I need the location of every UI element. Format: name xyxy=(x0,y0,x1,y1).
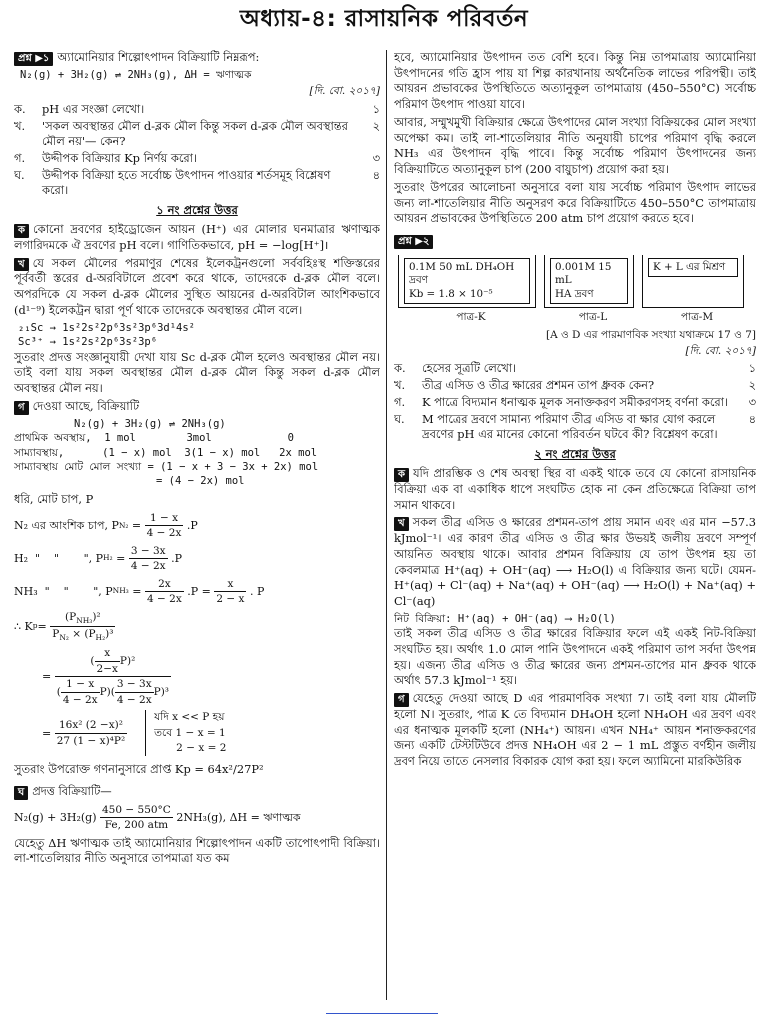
answer-gha-intro: ঘ প্রদত্ত বিক্রিয়াটি— xyxy=(14,784,380,800)
kp-result: সুতরাং উপরোক্ত গণনানুসারে প্রাপ্ত Kp = 64x²/27P² xyxy=(14,762,264,777)
vessel-k: 0.1M 50 mL DH₄OH দ্রবণ Kb = 1.8 × 10⁻⁵ xyxy=(398,255,536,308)
question-part: খ. 'সকল অবস্থান্তর মৌল d-ব্লক মৌল কিন্তু সকল d-ব্লক মৌল অবস্থান্তর মৌল নয়'— কেন? ২ xyxy=(14,118,380,149)
answer-ga-intro: গ দেওয়া আছে, বিক্রিয়াটি xyxy=(14,399,380,415)
reaction-equation: N₂(g) + 3H₂(g) ⇌ 2NH₃(g), ΔH = ঋণাত্মক xyxy=(20,68,252,81)
right-column xyxy=(394,50,756,1006)
vessel-labels: পাত্র-K পাত্র-L পাত্র-M xyxy=(456,311,714,323)
question-badge: প্রশ্ন ▶২ xyxy=(394,235,433,249)
answer2-ga: গ যেহেতু দেওয়া আছে D এর পারমাণবিক সংখ্যা 7। তাই বলা যায় মৌলটি হলো N। সুতরাং, পাত্র K তে বিদ্যমান DH₄OH হলো NH₄OH এর দ্রবণ এবং এর ধনাত্মক মূলকটি হলো (NH₄⁺) আয়ন। এখন NH₄⁺ আয়ন শনাক্তকরণের জন্য একটি টেস্টটিউবে প্রদত্ত NH₄OH এর 2 − 1 mL প্রস্তুত বর্ণহীন জলীয় দ্রবণ নিয়ে তাতে নেসলার বিকারক যোগ করা হয়। ফলে অ্যামিনো মারকিউরিক xyxy=(394,691,756,769)
question-parts xyxy=(14,102,380,199)
answer2-kha: খ সকল তীব্র এসিড ও ক্ষারের প্রশমন-তাপ প্রায় সমান এবং এর মান −57.3 kJmol⁻¹। এর কারণ তীব্র এসিড ও তীব্র ক্ষার উভয়ই জলীয় দ্রবণে সম্পূর্ণ আয়নিত অবস্থায় থাকে। আবার প্রশমন বিক্রিয়ায় যে তাপ উৎপন্ন হয় তা কেবলমাত্র H⁺(aq) + OH⁻(aq) ⟶ H₂O(l) এ বিক্রিয়ার জন্য ঘটে। যেমন- H⁺(aq) + Cl⁻(aq) + Na⁺(aq) + OH⁻(aq) ⟶ H₂O(l) + Na⁺(aq) + Cl⁻(aq) xyxy=(394,515,756,608)
question-part: ঘ. M পাত্রের দ্রবণে সামান্য পরিমাণ তীব্র এসিড বা ক্ষার যোগ করলে দ্রবণের pH এর মানের কোনো পরিবর্তন ঘটবে কী? বিশ্লেষণ করো। ৪ xyxy=(394,411,756,442)
answer-kha: খ যে সকল মৌলের পরমাণুর শেষের ইলেকট্রনগুলো সর্ববহিঃস্থ শক্তিস্তরের পূর্ববর্তী স্তরের d-অরবিটালে প্রবেশ করে থাকে, তাদেরকে d-ব্লক মৌল বলে। অপরদিকে যে সকল d-ব্লক মৌলের সুস্থিত আয়নের d-অরবিটাল আংশিকভাবে (d¹⁻⁹) ইলেকট্রন দ্বারা পূর্ণ থাকে তাদেরকে অবস্থান্তর মৌল বলে। xyxy=(14,255,380,317)
question-2-parts xyxy=(394,361,756,443)
ga-total-moles: সাম্যাবস্থায় মোট মোল সংখ্যা = (1 − x + 3 − 3x + 2x) mol xyxy=(14,460,319,473)
gha-equation: N₂(g) + 3H₂(g) $\frac{450 - 550^\circ C}{\text{Fe, 200 atm}}$ 2NH₃(g), ΔH = ঋণাত্মক xyxy=(14,803,301,832)
answer2-ka: ক যদি প্রারম্ভিক ও শেষ অবস্থা স্থির বা একই থাকে তবে যে কোনো রাসায়নিক বিক্রিয়া এক বা একাধিক ধাপে সংঘটিত হোক না কেন প্রতিক্ষেত্রে বিক্রিয়া তাপ সমান থাকবে। xyxy=(394,465,756,512)
answer2-kha-conclusion: তাই সকল তীব্র এসিড ও তীব্র ক্ষারের বিক্রিয়ার ফলে এই একই নিট-বিক্রিয়া সংঘটিত হয়। অর্থাৎ 1.0 মোল পানি উৎপাদনে একই পরিমাণ তাপ সর্বদা উৎপন্ন হয়। এজন্য তীব্র এসিড ও তীব্র ক্ষারের জন্য প্রশমন-তাপের মান ধ্রুবক থাকে অর্থাৎ 57.3 kJmol⁻¹ হয়। xyxy=(394,626,756,688)
kp-substituted: = ( $\frac{x}{2-x}$ P)² ( $\frac{1 - x}{4 - 2x}$ P)( $\frac{3 - 3x}{4 - 2x}$ P)³ xyxy=(42,647,169,706)
answer-ka: ক কোনো দ্রবণের হাইড্রোজেন আয়ন (H⁺) এর মোলার ঘনমাত্রার ঋণাত্মক লগারিদমকে ঐ দ্রবণের pH বলে। গাণিতিকভাবে, pH = −log[H⁺]। xyxy=(14,222,380,252)
column-divider xyxy=(386,50,387,1000)
ga-equilibrium-row: সাম্যাবস্থায়, (1 − x) mol 3(1 − x) mol 2x mol xyxy=(14,446,318,459)
question-part: খ. তীব্র এসিড ও তীব্র ক্ষারের প্রশমন তাপ ধ্রুবক কেন? ২ xyxy=(394,378,756,393)
ga-equation: N₂(g) + 3H₂(g) ⇌ 2NH₃(g) xyxy=(74,417,226,430)
vessel-m: K + L এর মিশ্রণ xyxy=(642,255,744,308)
vessel-l: 0.001M 15 mL HA দ্রবণ xyxy=(544,255,634,308)
question-part: ক. pH এর সংজ্ঞা লেখো। ১ xyxy=(14,101,380,116)
partial-pressure-nh3: NH₃ " " ", P NH₃ = $\frac{2x}{4 - 2x}$ .P = $\frac{x}{2 - x}$ . P xyxy=(14,577,265,606)
electron-config-sc3: Sc³⁺ → 1s²2s²2p⁶3s²3p⁶ xyxy=(18,336,158,349)
question-2-badge-row xyxy=(394,233,756,249)
ga-let-pressure: ধরি, মোট চাপ, P xyxy=(14,491,94,506)
partial-pressure-h2: H₂ " " ", P H₂ = $\frac{3 - 3x}{4 - 2x}$ .P xyxy=(14,544,182,573)
question-part: গ. উদ্দীপক বিক্রিয়ার Kp নির্ণয় করো। ৩ xyxy=(14,150,380,165)
partial-pressure-n2: N₂ এর আংশিক চাপ, P N₂ = $\frac{1 - x}{4 - 2x}$ .P xyxy=(14,511,198,540)
kp-simplified-block xyxy=(14,710,380,756)
gha-conclusion: সুতরাং উপরের আলোচনা অনুসারে বলা যায় সর্বোচ্চ পরিমাণ উৎপাদ লাভের জন্য লা-শাতেলিয়ার নীতি অনুসরণ করে বিক্রিয়াটিতে 450–550°C তাপমাত্রায় আয়রন প্রভাবকের উপস্থিতিতে 200 atm চাপ প্রয়োগ করতে হবে। xyxy=(394,179,756,226)
question-part: গ. K পাত্রে বিদ্যমান ধনাত্মক মূলক সনাক্তকরণ সমীকরণসহ বর্ণনা করো। ৩ xyxy=(394,394,756,409)
page-title: অধ্যায়-৪: রাসায়নিক পরিবর্তন xyxy=(239,6,529,32)
kp-simplified: = $\frac{\text{16x² (2 −x)²}}{\text{27 (1 − x)⁴P²}}$ xyxy=(42,719,126,747)
gha-pressure-paragraph: আবার, সম্মুখমুখী বিক্রিয়ার ক্ষেত্রে উৎপাদের মোল সংখ্যা বিক্রিয়কের মোল সংখ্যা অপেক্ষা কম। তাই লা-শাতেলিয়ার নীতি অনুযায়ী চাপের পরিমাণ বৃদ্ধি করলে NH₃ এর উৎপাদন বৃদ্ধি পাবে। কিন্তু সর্বোচ্চ পরিমাণ উৎপাদনের জন্য বিক্রিয়াটিতে অত্যানুকূল চাপ (200 বায়ুচাপ) প্রয়োগ করা হয়। xyxy=(394,114,756,177)
vessel-diagram xyxy=(398,255,756,308)
question-badge: প্রশ্ন ▶১ xyxy=(14,52,53,66)
gha-continuation: হবে, অ্যামোনিয়ার উৎপাদন তত বেশি হবে। কিন্তু নিম্ন তাপমাত্রায় অ্যামোনিয়া উৎপাদনের গতি হ্রাস পায় যা শিল্প কারখানায় অর্থনৈতিক লাভের পরিপন্থী। তাই আয়রন প্রভাবকের উপস্থিতিতে অত্যানুকূল তাপমাত্রায় (450–550°C) সর্বোচ্চ পরিমাণ উৎপাদ পাওয়া যাবে। xyxy=(394,50,756,112)
ga-total-moles-result: = (4 − 2x) mol xyxy=(156,475,245,488)
footer-line xyxy=(326,1013,438,1014)
answer-gha-text: যেহেতু ΔH ঋণাত্মক তাই অ্যামোনিয়ার শিল্পোৎপাদন একটি তাপোৎপাদী বিক্রিয়া। লা-শাতেলিয়ার নীতি অনুসারে তাপমাত্রা যত কম xyxy=(14,835,380,866)
net-reaction: নিট বিক্রিয়া: H⁺(aq) + OH⁻(aq) ⟶ H₂O(l) xyxy=(394,612,616,625)
question-part: ক. হেসের সূত্রটি লেখো। ১ xyxy=(394,361,756,376)
answer-kha-conclusion: সুতরাং প্রদত্ত সংজ্ঞানুযায়ী দেখা যায় Sc d-ব্লক মৌল হলেও অবস্থান্তর মৌল নয়। তাই বলা যায় সকল অবস্থান্তর মৌল d-ব্লক মৌল কিন্তু সকল d-ব্লক মৌল অবস্থান্তর মৌল নয়। xyxy=(14,349,380,395)
ga-initial-row: প্রাথমিক অবস্থায়, 1 mol 3mol 0 xyxy=(14,432,294,445)
question-part: ঘ. উদ্দীপক বিক্রিয়া হতে সর্বোচ্চ উৎপাদন পাওয়ার শর্তসমূহ বিশ্লেষণ করো। ৪ xyxy=(14,167,380,198)
answer-heading: ২ নং প্রশ্নের উত্তর xyxy=(534,447,616,462)
question-1-intro: প্রশ্ন ▶১ অ্যামোনিয়ার শিল্পোৎপাদন বিক্রিয়াটি নিম্নরূপ: xyxy=(14,50,380,66)
electron-config-sc: ₂₁Sc → 1s²2s²2p⁶3s²3p⁶3d¹4s² xyxy=(18,321,196,334)
left-column xyxy=(14,50,380,1006)
atomic-number-note: [A ও D এর পারমাণবিক সংখ্যা যথাক্রমে 17 ও 7] xyxy=(545,329,756,342)
kp-expression: ∴ K p = $\frac{(P_{NH_3})^2}{P_{N_2} \times (P_{H_2})^3}$ xyxy=(14,610,114,643)
board-reference: [দি. বো. ২০১৭] xyxy=(685,344,756,357)
answer-heading: ১ নং প্রশ্নের উত্তর xyxy=(156,203,238,218)
board-reference: [দি. বো. ২০১৭] xyxy=(309,85,380,98)
approximation-note: যদি x << P হয় তবে 1 − x = 1 2 − x = 2 xyxy=(145,710,226,756)
